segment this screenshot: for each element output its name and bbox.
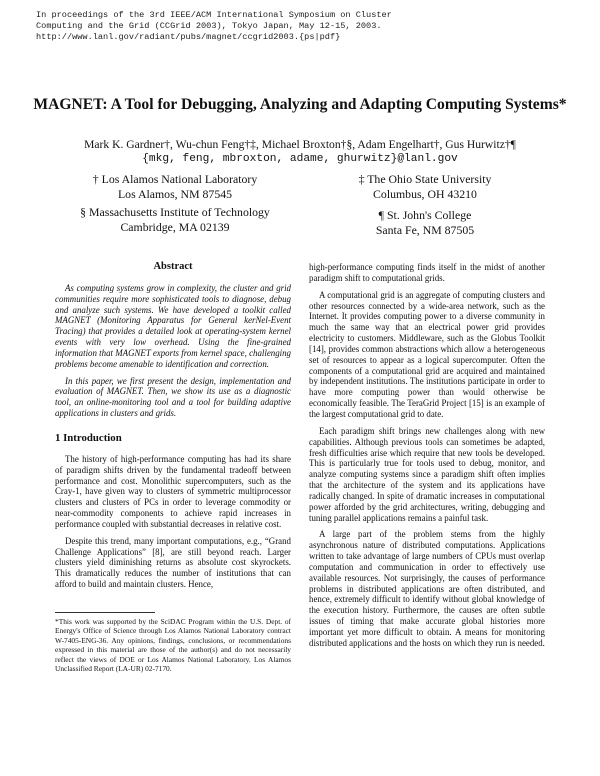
author-emails: {mkg, feng, mbroxton, adame, ghurwitz}@lanl.gov [142,153,458,165]
abstract-heading: Abstract [153,261,193,272]
body-paragraph: A large part of the problem stems from the highly asynchronous nature of distributed computations. Applications written to take advantage of large numbers of CPUs must overlap computation and communication in order to effectively use available resources. Not surprisingly, the causes of performance problems in distributed applications are often distributed, and hence, extremely difficult to identify without global knowledge of the execution history. Furthermore, the causes are often subtle issues of timing that make accurate global histories more important yet more difficult to obtain. A means for monitoring distributed applications and the hosts on which they run is needed. [309,529,545,648]
footnote [55,612,291,673]
header-line-2: Computing and the Grid (CCGrid 2003), Tokyo Japan, May 12-15, 2003. [36,21,382,31]
footnote-rule [55,612,155,613]
conference-header [36,10,576,43]
author-list: Mark K. Gardner†, Wu-chun Feng†‡, Michael Broxton†§, Adam Engelhart†, Gus Hurwitz†¶ [84,138,516,151]
affiliation-address: Santa Fe, NM 87505 [375,222,475,237]
intro-paragraph: The history of high-performance computing has had its share of paradigm shifts driven by the fundamental tradeoff between performance and cost. Monolithic supercomputers, such as the Cray-1, have given way to clusters of symmetric multiprocessor clusters and clusters of PCs in order to leverage commodity or near-commodity components to achieve rapid increases in performance coupled with substantial decreases in relative cost. [55,453,291,529]
body-paragraph: high-performance computing finds itself in the midst of another paradigm shift to computational grids. [309,262,545,283]
intro-paragraph: Despite this trend, many important computations, e.g., “Grand Challenge Applications” [8], are still beyond reach. Larger clusters yield diminishing returns as absolute cost skyrockets. This dramatically reduces the number of institutions that can afford to build and maintain clusters. Hence, [55,535,291,590]
affiliation-address: Columbus, OH 43210 [373,186,477,201]
affiliation-address: Cambridge, MA 02139 [120,219,230,234]
header-url: http://www.lanl.gov/radiant/pubs/magnet/ccgrid2003.{ps|pdf} [36,32,341,42]
footnote-text: *This work was supported by the SciDAC Program within the U.S. Dept. of Energy's Office of Science through Los Alamos National Laboratory contract W-7405-ENG-36. Any opinions, findings, conclusions, or recommendations expressed in this material are those of the author(s) and do not necessarily reflect the views of DOE or Los Alamos National Laboratory. Los Alamos Unclassified Report (LA-UR) 02-7170. [55,617,291,674]
affiliation-name: ‡ The Ohio State University [358,172,492,186]
affiliation-name: † Los Alamos National Laboratory [92,172,258,186]
header-line-1: In proceedings of the 3rd IEEE/ACM International Symposium on Cluster [36,10,392,20]
affiliation-address: Los Alamos, NM 87545 [117,186,233,201]
affiliation-name: § Massachusetts Institute of Technology [80,205,270,219]
right-column [309,262,545,655]
affiliation-mit [55,205,295,234]
abstract [55,283,291,419]
body-paragraph: A computational grid is an aggregate of computing clusters and other resources connected by a wide-area network, such as the Internet. It provides computing power to a diverse community in much the same way that an electrical power grid provides electricity to customers. Middleware, such as the Globus Toolkit [14], provides common abstractions which allow a heterogeneous set of resources to appear as a logical supercomputer. Often the components of a computational grid are acquired and maintained by independent institutions. The institutions participate in order to have more computing power than would otherwise be economically feasible. The TeraGrid Project [15] is an example of the largest computational grid to date. [309,289,545,419]
abstract-paragraph: In this paper, we first present the design, implementation and evaluation of MAGNET. Then, we show its use as a diagnostic tool, an online-monitoring tool and a tool for building adaptive applications in clusters and grids. [55,375,291,419]
left-column [55,262,291,596]
affiliation-name: ¶ St. John's College [378,208,472,222]
paper-title: MAGNET: A Tool for Debugging, Analyzing and Adapting Computing Systems* [33,96,567,113]
affiliation-osu [320,172,530,201]
abstract-paragraph: As computing systems grow in complexity, the cluster and grid communities require more sophisticated tools to diagnose, debug and analyze such systems. We have developed a toolkit called MAGNET (Monitoring Apparatus for General kerNel-Event Tracing) that provides a detailed look at operating-system kernel events with very low overhead. Using the fine-grained information that MAGNET exports from kernel space, challenging problems become amenable to identification and correction. [55,282,291,369]
affiliation-lanl [70,172,280,201]
affiliation-sjc [320,208,530,237]
body-paragraph: Each paradigm shift brings new challenges along with new capabilities. Although previous tools can sometimes be adapted, fresh difficulties arise which require that new tools be developed. This is particularly true for tools used to debug, monitor, and analyze computing systems since a paradigm shift often implies that the architecture of the system and its applications have radically changed. In spite of dramatic increases in computational power afforded by the grid architectures, writing, debugging and tuning parallel applications remains a painful task. [309,425,545,523]
section-heading-introduction: 1 Introduction [55,431,122,444]
